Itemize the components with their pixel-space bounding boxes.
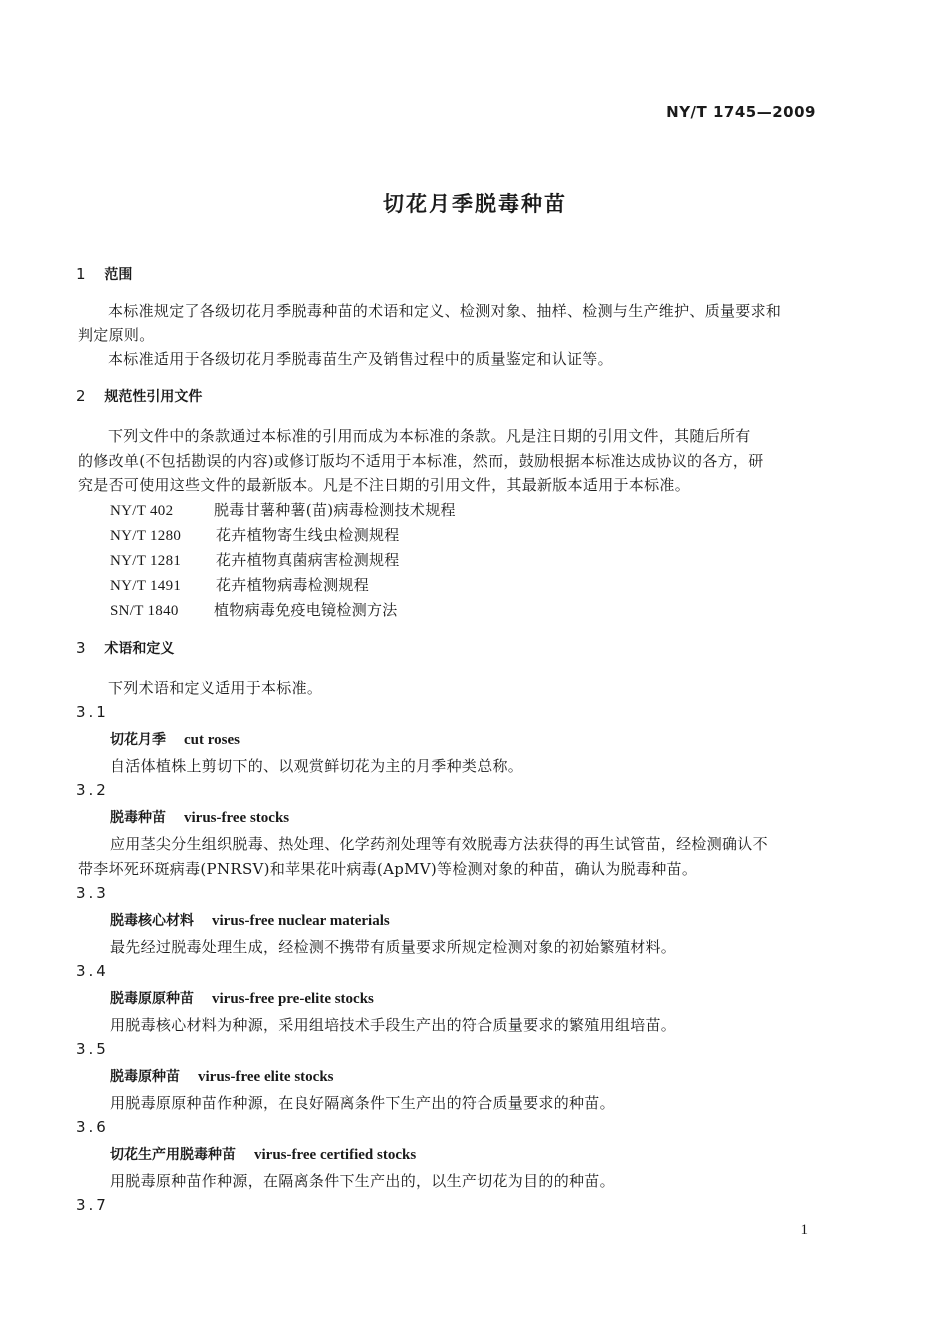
reference-code: NY/T 1491 <box>110 578 182 594</box>
reference-item <box>110 524 400 545</box>
document-title: 切花月季脱毒种苗 <box>383 192 567 216</box>
clause-number: 3.4 <box>76 962 109 980</box>
reference-title: 花卉植物真菌病害检测规程 <box>216 551 400 569</box>
term-chinese: 脱毒原种苗 <box>110 1069 180 1085</box>
term-heading <box>110 1066 334 1086</box>
term-chinese: 脱毒核心材料 <box>110 913 194 929</box>
reference-code: NY/T 402 <box>110 503 174 519</box>
term-english: virus-free elite stocks <box>198 1069 334 1085</box>
section-2-paragraph-line-2: 的修改单(不包括勘误的内容)或修订版均不适用于本标准，然而，鼓励根据本标准达成协议的各方，研 <box>78 452 764 470</box>
section-3-intro: 下列术语和定义适用于本标准。 <box>108 679 323 697</box>
term-definition: 用脱毒原原种苗作种源，在良好隔离条件下生产出的符合质量要求的种苗。 <box>110 1094 615 1112</box>
page-number: 1 <box>800 1222 808 1238</box>
reference-code: NY/T 1281 <box>110 553 182 569</box>
term-definition: 用脱毒原种苗作种源，在隔离条件下生产出的，以生产切花为目的的种苗。 <box>110 1172 615 1190</box>
clause-number: 3.6 <box>76 1118 109 1136</box>
section-1-title: 范围 <box>104 267 133 283</box>
term-chinese: 脱毒种苗 <box>110 810 166 826</box>
term-heading <box>110 807 289 827</box>
term-heading <box>110 729 240 749</box>
section-2-paragraph-line-1: 下列文件中的条款通过本标准的引用而成为本标准的条款。凡是注日期的引用文件，其随后所有 <box>108 427 751 445</box>
reference-code: NY/T 1280 <box>110 528 182 544</box>
term-heading <box>110 1144 416 1164</box>
standard-code: NY/T 1745—2009 <box>666 103 816 121</box>
section-3-heading <box>76 638 174 658</box>
term-definition: 最先经过脱毒处理生成，经检测不携带有质量要求所规定检测对象的初始繁殖材料。 <box>110 938 677 956</box>
section-1-number: 1 <box>76 265 86 283</box>
term-english: virus-free pre-elite stocks <box>212 991 374 1007</box>
reference-code: SN/T 1840 <box>110 603 179 619</box>
clause-number: 3.7 <box>76 1196 109 1214</box>
term-english: virus-free certified stocks <box>254 1147 417 1163</box>
term-definition-line-2: 带李坏死环斑病毒(PNRSV)和苹果花叶病毒(ApMV)等检测对象的种苗，确认为脱毒种苗。 <box>78 860 698 878</box>
section-3-title: 术语和定义 <box>104 641 175 657</box>
section-2-title: 规范性引用文件 <box>104 389 203 405</box>
term-english: cut roses <box>184 732 240 748</box>
reference-title: 植物病毒免疫电镜检测方法 <box>214 601 398 619</box>
reference-title: 花卉植物病毒检测规程 <box>216 576 370 594</box>
section-2-heading <box>76 386 202 406</box>
clause-number: 3.5 <box>76 1040 109 1058</box>
reference-item <box>110 499 456 520</box>
term-chinese: 切花月季 <box>110 732 166 748</box>
term-heading <box>110 910 390 930</box>
reference-item <box>110 574 369 595</box>
section-2-number: 2 <box>76 387 86 405</box>
term-english: virus-free nuclear materials <box>212 913 390 929</box>
clause-number: 3.2 <box>76 781 109 799</box>
term-definition: 自活体植株上剪切下的、以观赏鲜切花为主的月季种类总称。 <box>110 757 524 775</box>
term-chinese: 切花生产用脱毒种苗 <box>110 1147 236 1163</box>
term-chinese: 脱毒原原种苗 <box>110 991 194 1007</box>
term-definition: 用脱毒核心材料为种源，采用组培技术手段生产出的符合质量要求的繁殖用组培苗。 <box>110 1016 677 1034</box>
section-1-heading <box>76 264 132 284</box>
section-2-paragraph-line-3: 究是否可使用这些文件的最新版本。凡是不注日期的引用文件，其最新版本适用于本标准。 <box>78 476 691 494</box>
term-english: virus-free stocks <box>184 810 290 826</box>
reference-title: 脱毒甘薯种薯(苗)病毒检测技术规程 <box>214 501 456 519</box>
term-definition: 应用茎尖分生组织脱毒、热处理、化学药剂处理等有效脱毒方法获得的再生试管苗，经检测确认不 <box>110 835 768 853</box>
clause-number: 3.1 <box>76 703 109 721</box>
reference-item <box>110 599 398 620</box>
term-heading <box>110 988 374 1008</box>
section-1-paragraph-1-line-1: 本标准规定了各级切花月季脱毒种苗的术语和定义、检测对象、抽样、检测与生产维护、质量要求和 <box>108 302 782 320</box>
section-3-number: 3 <box>76 639 86 657</box>
reference-title: 花卉植物寄生线虫检测规程 <box>216 526 400 544</box>
section-1-paragraph-2: 本标准适用于各级切花月季脱毒苗生产及销售过程中的质量鉴定和认证等。 <box>108 350 613 368</box>
reference-item <box>110 549 400 570</box>
clause-number: 3.3 <box>76 884 109 902</box>
section-1-paragraph-1-line-2: 判定原则。 <box>78 326 155 344</box>
